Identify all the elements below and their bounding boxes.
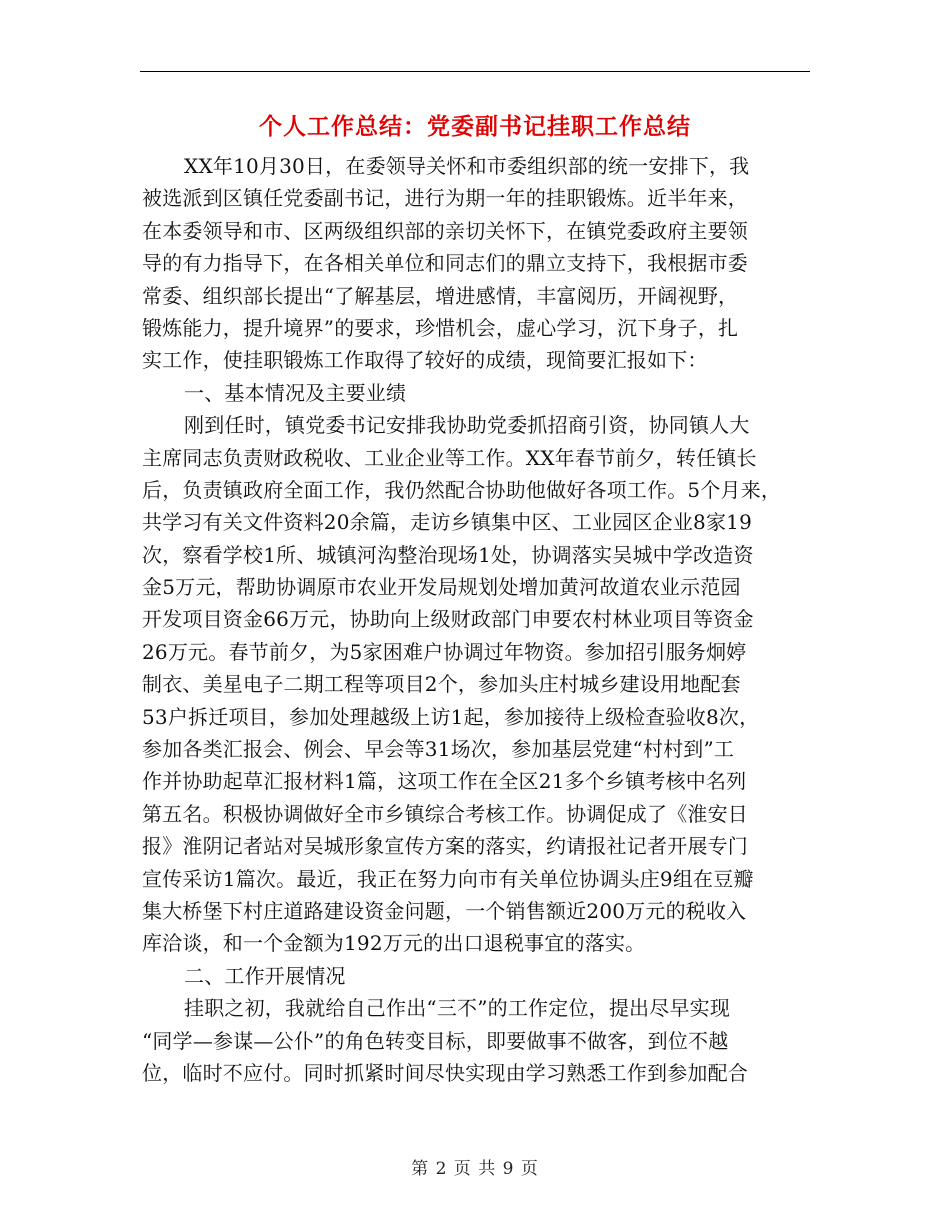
text-line: 后，负责镇政府全面工作，我仍然配合协助他做好各项工作。5个月来， xyxy=(142,477,782,502)
text-line: 主席同志负责财政税收、工业企业等工作。XX年春节前夕，转任镇长 xyxy=(142,445,757,470)
text-line: 库洽谈，和一个金额为192万元的出口退税事宜的落实。 xyxy=(142,931,646,956)
text-line: 开发项目资金66万元，协助向上级财政部门申要农村林业项目等资金 xyxy=(142,607,754,632)
text-line: 锻炼能力，提升境界”的要求，珍惜机会，虚心学习，沉下身子，扎 xyxy=(142,315,739,340)
text-line: 共学习有关文件资料20余篇，走访乡镇集中区、工业园区企业8家19 xyxy=(142,510,753,535)
text-line: 作并协助起草汇报材料1篇，这项工作在全区21多个乡镇考核中名列 xyxy=(142,769,747,794)
text-line: 实工作，使挂职锻炼工作取得了较好的成绩，现简要汇报如下： xyxy=(142,348,708,373)
text-line: 挂职之初，我就给自己作出“三不”的工作定位，提出尽早实现 xyxy=(184,996,731,1021)
text-line: XX年10月30日，在委领导关怀和市委组织部的统一安排下，我 xyxy=(184,154,750,178)
text-line: 报》淮阴记者站对吴城形象宣传方案的落实，约请报社记者开展专门 xyxy=(142,834,748,859)
page-number: 第 2 页 共 9 页 xyxy=(411,1159,539,1179)
text-line: 刚到任时，镇党委书记安排我协助党委抓招商引资，协同镇人大 xyxy=(184,413,750,438)
text-line: 26万元。春节前夕，为5家困难户协调过年物资。参加招引服务炯婷 xyxy=(142,639,747,664)
text-line: 导的有力指导下，在各相关单位和同志们的鼎立支持下，我根据市委 xyxy=(142,251,748,276)
text-line: 在本委领导和市、区两级组织部的亲切关怀下，在镇党委政府主要领 xyxy=(142,218,748,243)
text-line: 位，临时不应付。同时抓紧时间尽快实现由学习熟悉工作到参加配合 xyxy=(142,1060,748,1085)
text-line: 宣传采访1篇次。最近，我正在努力向市有关单位协调头庄9组在豆瓣 xyxy=(142,866,754,891)
text-line: 53户拆迁项目，参加处理越级上访1起，参加接待上级检查验收8次， xyxy=(142,704,760,729)
text-line: 参加各类汇报会、例会、早会等31场次，参加基层党建“村村到”工 xyxy=(142,737,735,762)
text-line: 被选派到区镇任党委副书记，进行为期一年的挂职锻炼。近半年来， xyxy=(142,186,748,211)
text-line: 制衣、美星电子二期工程等项目2个，参加头庄村城乡建设用地配套 xyxy=(142,672,741,697)
document-body xyxy=(142,150,822,1089)
text-line: 常委、组织部长提出“了解基层，增进感情，丰富阅历，开阔视野， xyxy=(142,283,739,308)
text-line: 二、工作开展情况 xyxy=(184,963,346,988)
document-title: 个人工作总结：党委副书记挂职工作总结 xyxy=(259,113,691,140)
text-line: “同学—参谋—公仆”的角色转变目标，即要做事不做客，到位不越 xyxy=(142,1028,729,1053)
text-line: 集大桥堡下村庄道路建设资金问题，一个销售额近200万元的税收入 xyxy=(142,898,747,923)
text-line: 第五名。积极协调做好全市乡镇综合考核工作。协调促成了《淮安日 xyxy=(142,801,748,826)
header-rule xyxy=(140,71,810,72)
text-line: 次，察看学校1所、城镇河沟整治现场1处，协调落实吴城中学改造资 xyxy=(142,542,754,567)
text-line: 一、基本情况及主要业绩 xyxy=(184,380,407,405)
text-line: 金5万元，帮助协调原市农业开发局规划处增加黄河故道农业示范园 xyxy=(142,575,741,600)
